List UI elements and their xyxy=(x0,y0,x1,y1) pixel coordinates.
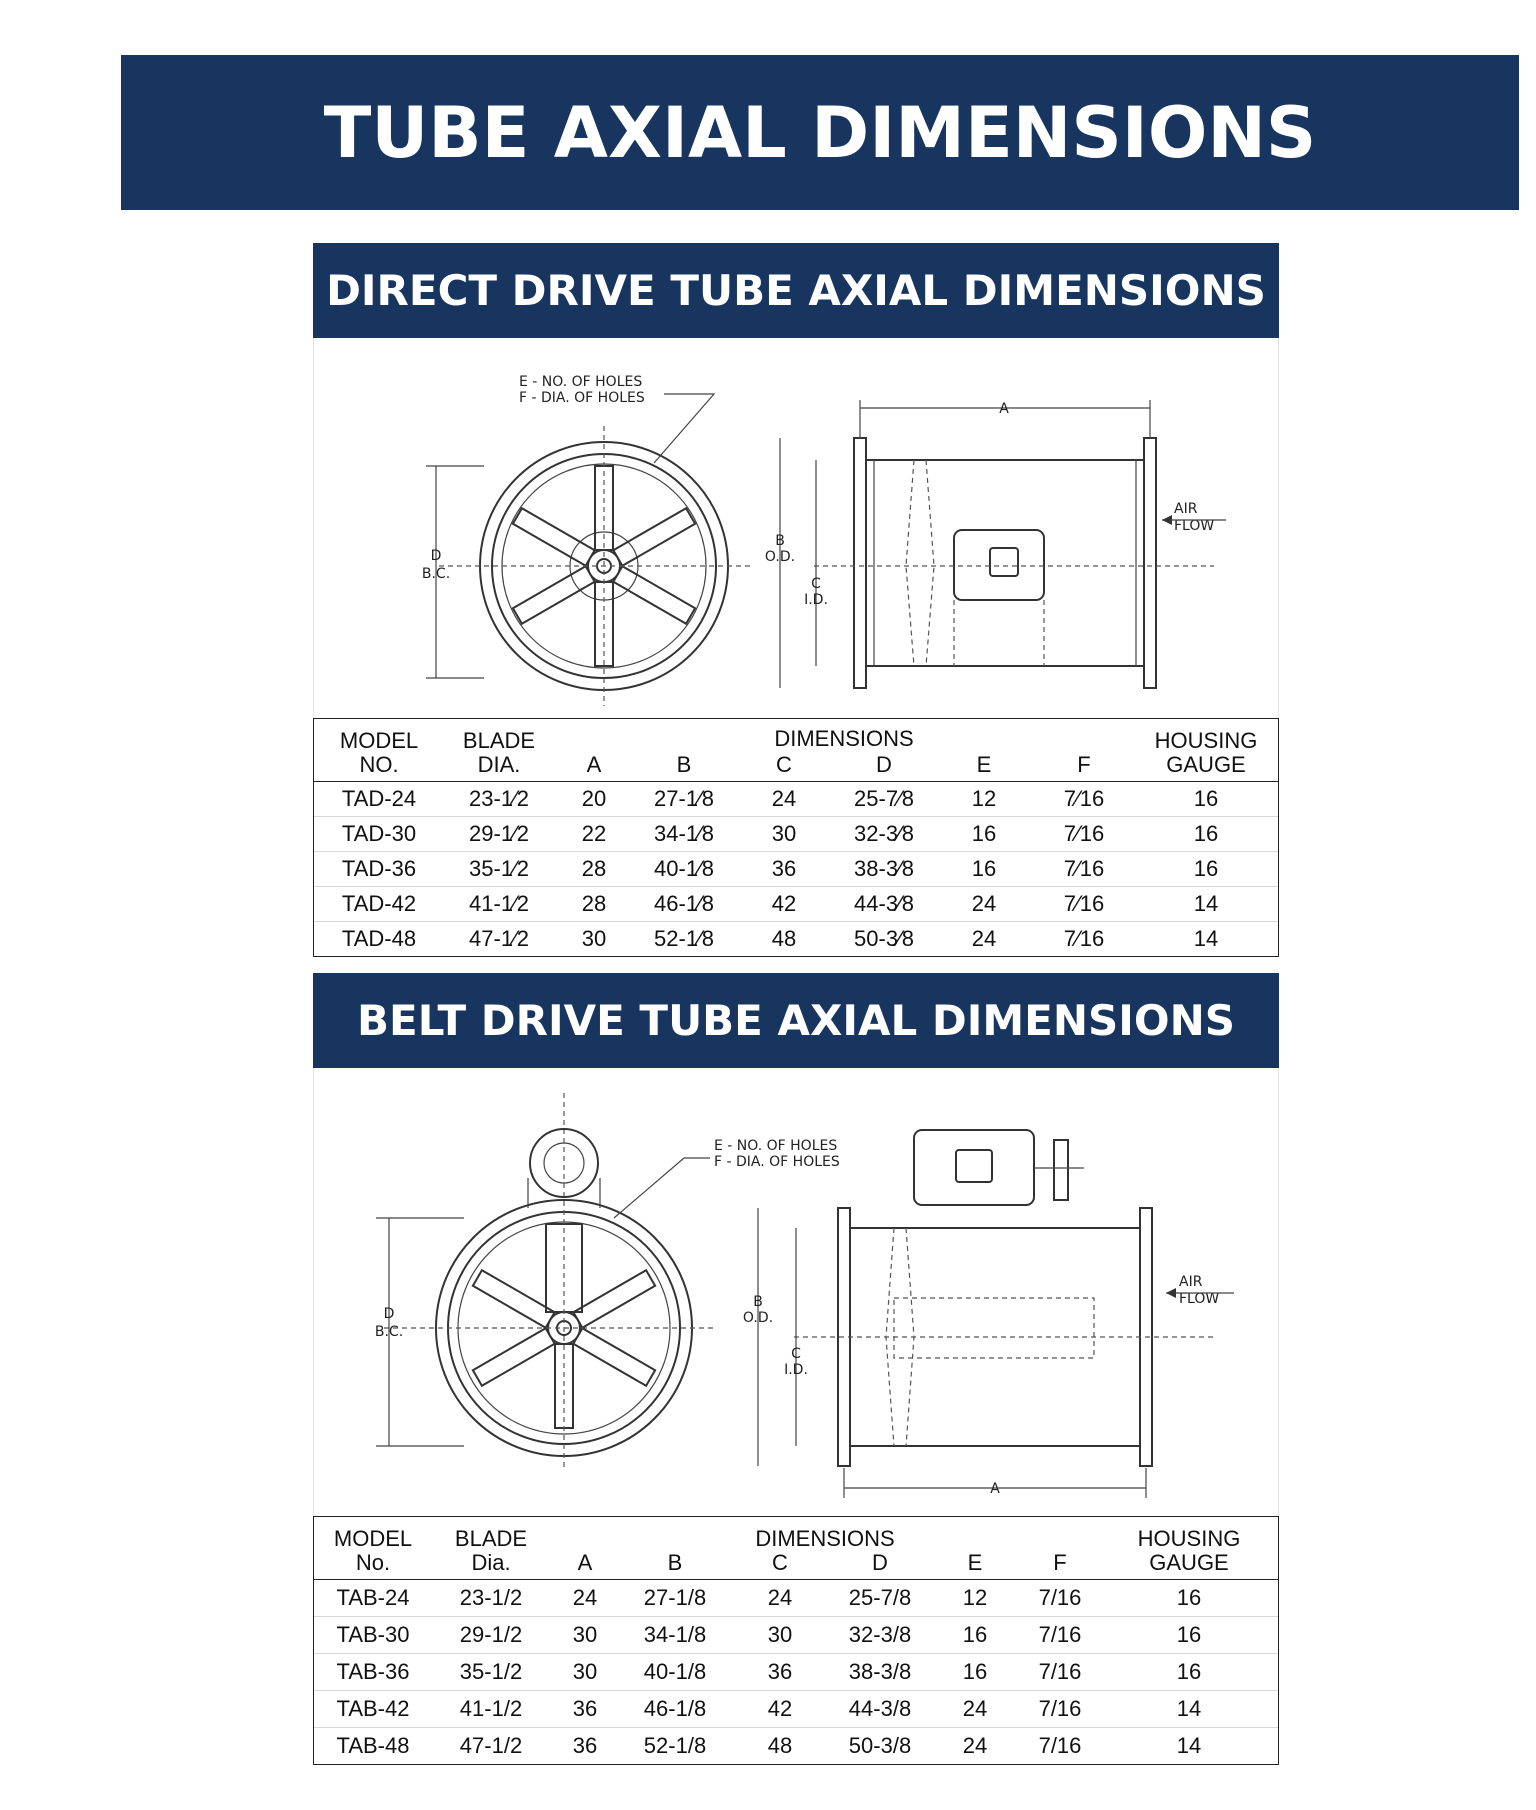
belt-table-cell: 16 xyxy=(1100,1580,1278,1617)
belt-table-cell: 30 xyxy=(730,1617,830,1654)
direct-col-f: F xyxy=(1077,752,1091,777)
direct-table-cell: 14 xyxy=(1193,926,1219,951)
direct-drive-table xyxy=(313,718,1279,957)
direct-b-label: B xyxy=(775,533,785,549)
direct-table-cell: 7⁄16 xyxy=(1034,852,1134,887)
belt-table-cell: 34-1/8 xyxy=(620,1617,730,1654)
belt-model-subheader: No. xyxy=(355,1550,391,1575)
belt-table-cell: 24 xyxy=(550,1580,620,1617)
belt-table-cell: 25-7/8 xyxy=(830,1580,930,1617)
direct-table-cell: 24 xyxy=(934,887,1034,922)
belt-model-header: MODEL xyxy=(333,1526,413,1551)
direct-table-cell: 36 xyxy=(734,852,834,887)
direct-model-subheader: NO. xyxy=(359,752,399,777)
belt-table-cell: TAB-42 xyxy=(314,1691,432,1728)
direct-table-cell: TAD-36 xyxy=(314,852,444,887)
direct-table-cell: 25-7⁄8 xyxy=(834,782,934,817)
direct-table-cell: 48 xyxy=(771,926,797,951)
belt-table-cell: 30 xyxy=(550,1617,620,1654)
belt-table-cell: 14 xyxy=(1176,1733,1202,1758)
direct-drive-drawing xyxy=(313,338,1279,718)
belt-table-cell: 16 xyxy=(1100,1617,1278,1654)
belt-table-cell: 36 xyxy=(730,1654,830,1691)
table-row xyxy=(314,1580,1278,1617)
belt-drive-table xyxy=(313,1516,1279,1765)
table-row xyxy=(314,782,1278,817)
table-row xyxy=(314,887,1278,922)
belt-c-label: C xyxy=(791,1346,801,1362)
direct-drive-diagram xyxy=(314,338,1278,718)
direct-table-cell: 52-1⁄8 xyxy=(654,926,714,951)
page-title: TUBE AXIAL DIMENSIONS xyxy=(323,91,1317,174)
direct-table-cell: 50-3⁄8 xyxy=(854,926,914,951)
direct-table-cell: 28 xyxy=(554,887,634,922)
direct-table-cell: 30 xyxy=(581,926,607,951)
direct-d-sublabel: B.C. xyxy=(421,566,451,582)
direct-drive-title: DIRECT DRIVE TUBE AXIAL DIMENSIONS xyxy=(326,266,1266,315)
direct-table-cell: 29-1⁄2 xyxy=(444,817,554,852)
belt-table-cell: 35-1/2 xyxy=(432,1654,550,1691)
belt-housing-header: HOUSING xyxy=(1137,1526,1241,1551)
belt-table-cell: 24 xyxy=(962,1733,988,1758)
direct-a-label: A xyxy=(999,401,1009,417)
table-row xyxy=(314,852,1278,887)
direct-dimensions-header: DIMENSIONS xyxy=(774,726,914,751)
direct-table-cell: TAD-30 xyxy=(314,817,444,852)
direct-table-cell: 34-1⁄8 xyxy=(634,817,734,852)
direct-drive-header xyxy=(313,243,1279,338)
direct-table-cell: 30 xyxy=(734,817,834,852)
direct-table-cell: 16 xyxy=(934,852,1034,887)
belt-b-sublabel: O.D. xyxy=(742,1310,774,1326)
belt-col-c: C xyxy=(772,1550,788,1575)
direct-table-cell: 28 xyxy=(554,852,634,887)
belt-drive-drawing xyxy=(313,1068,1279,1516)
belt-col-f: F xyxy=(1053,1550,1067,1575)
belt-table-cell: 50-3/8 xyxy=(848,1733,912,1758)
direct-table-cell: 16 xyxy=(934,817,1034,852)
direct-table-cell: 41-1⁄2 xyxy=(444,887,554,922)
direct-table-cell: 7⁄16 xyxy=(1034,782,1134,817)
belt-a-label: A xyxy=(990,1481,1000,1497)
direct-c-sublabel: I.D. xyxy=(804,592,828,608)
belt-table-cell: 16 xyxy=(930,1654,1020,1691)
direct-d-label: D xyxy=(430,548,442,564)
direct-table-cell: 16 xyxy=(1134,782,1278,817)
direct-holes-e-label: E - NO. OF HOLES xyxy=(519,374,643,390)
belt-col-a: A xyxy=(577,1550,593,1575)
belt-housing-subheader: GAUGE xyxy=(1149,1550,1229,1575)
direct-model-header: MODEL xyxy=(339,728,419,753)
belt-table-cell: 14 xyxy=(1100,1691,1278,1728)
belt-table-cell: 24 xyxy=(730,1580,830,1617)
belt-table-cell: 40-1/8 xyxy=(620,1654,730,1691)
direct-blade-header: BLADE xyxy=(462,728,536,753)
direct-table-cell: 20 xyxy=(554,782,634,817)
direct-table-cell: 16 xyxy=(1134,817,1278,852)
belt-table-cell: 7/16 xyxy=(1020,1654,1100,1691)
direct-table-body xyxy=(314,782,1278,957)
belt-table-cell: 38-3/8 xyxy=(830,1654,930,1691)
table-row xyxy=(314,1654,1278,1691)
belt-d-label: D xyxy=(383,1306,395,1322)
belt-b-label: B xyxy=(753,1294,763,1310)
direct-table-cell: 7⁄16 xyxy=(1034,817,1134,852)
direct-air-label: AIR xyxy=(1174,501,1198,517)
belt-table-cell: 36 xyxy=(572,1733,598,1758)
belt-holes-f-label: F - DIA. OF HOLES xyxy=(714,1154,840,1170)
belt-holes-e-label: E - NO. OF HOLES xyxy=(714,1138,838,1154)
direct-table-cell: 24 xyxy=(734,782,834,817)
direct-table-cell: 44-3⁄8 xyxy=(834,887,934,922)
direct-table-cell: 23-1⁄2 xyxy=(444,782,554,817)
direct-table-cell: 40-1⁄8 xyxy=(634,852,734,887)
belt-table-cell: 48 xyxy=(767,1733,793,1758)
belt-d-sublabel: B.C. xyxy=(374,1324,404,1340)
direct-housing-header: HOUSING xyxy=(1154,728,1258,753)
belt-drive-section xyxy=(313,973,1279,1765)
direct-col-b: B xyxy=(676,752,692,777)
table-row xyxy=(314,1617,1278,1654)
direct-c-label: C xyxy=(811,576,821,592)
belt-table-cell: 47-1/2 xyxy=(459,1733,523,1758)
belt-col-d: D xyxy=(872,1550,888,1575)
belt-table-cell: TAB-24 xyxy=(314,1580,432,1617)
direct-table-cell: 32-3⁄8 xyxy=(834,817,934,852)
direct-blade-subheader: DIA. xyxy=(477,752,521,777)
page-title-banner xyxy=(121,55,1519,210)
direct-table-cell: TAD-24 xyxy=(314,782,444,817)
belt-table-cell: 16 xyxy=(930,1617,1020,1654)
belt-c-sublabel: I.D. xyxy=(784,1362,808,1378)
direct-table-cell: 42 xyxy=(734,887,834,922)
belt-drive-diagram xyxy=(314,1068,1278,1516)
direct-drive-section xyxy=(313,243,1279,957)
belt-col-e: E xyxy=(967,1550,983,1575)
belt-table-cell: 23-1/2 xyxy=(432,1580,550,1617)
belt-table-cell: 29-1/2 xyxy=(432,1617,550,1654)
belt-blade-subheader: Dia. xyxy=(471,1550,511,1575)
belt-table-cell: 42 xyxy=(730,1691,830,1728)
belt-table-cell: 36 xyxy=(550,1691,620,1728)
direct-table-cell: 24 xyxy=(971,926,997,951)
belt-table-cell: 30 xyxy=(550,1654,620,1691)
belt-drive-title: BELT DRIVE TUBE AXIAL DIMENSIONS xyxy=(356,996,1236,1045)
belt-table-cell: 7/16 xyxy=(1038,1733,1082,1758)
belt-blade-header: BLADE xyxy=(454,1526,528,1551)
belt-table-cell: TAB-30 xyxy=(314,1617,432,1654)
direct-table-cell: TAD-48 xyxy=(341,926,417,951)
direct-b-sublabel: O.D. xyxy=(764,549,796,565)
direct-col-e: E xyxy=(976,752,992,777)
belt-table-cell: TAB-48 xyxy=(336,1733,410,1758)
belt-table-cell: 32-3/8 xyxy=(830,1617,930,1654)
direct-col-a: A xyxy=(586,752,602,777)
belt-table-body xyxy=(314,1580,1278,1765)
direct-table-cell: 7⁄16 xyxy=(1034,887,1134,922)
table-row xyxy=(314,817,1278,852)
belt-table-cell: 27-1/8 xyxy=(620,1580,730,1617)
table-row xyxy=(314,922,1278,957)
belt-table-cell: 7/16 xyxy=(1020,1617,1100,1654)
direct-table-cell: 46-1⁄8 xyxy=(634,887,734,922)
belt-air-label: AIR xyxy=(1179,1274,1203,1290)
table-row xyxy=(314,1691,1278,1728)
direct-housing-subheader: GAUGE xyxy=(1166,752,1246,777)
belt-table-cell: 44-3/8 xyxy=(830,1691,930,1728)
direct-table-cell: TAD-42 xyxy=(314,887,444,922)
belt-drive-header xyxy=(313,973,1279,1068)
belt-table-cell: 16 xyxy=(1100,1654,1278,1691)
belt-table-cell: 52-1/8 xyxy=(643,1733,707,1758)
direct-flow-label: FLOW xyxy=(1174,518,1215,534)
belt-col-b: B xyxy=(667,1550,683,1575)
belt-table-cell: 12 xyxy=(930,1580,1020,1617)
direct-table-cell: 47-1⁄2 xyxy=(469,926,529,951)
belt-table-cell: 7/16 xyxy=(1020,1580,1100,1617)
belt-dimensions-header: DIMENSIONS xyxy=(755,1526,895,1551)
direct-holes-f-label: F - DIA. OF HOLES xyxy=(519,390,645,406)
direct-col-c: C xyxy=(776,752,792,777)
direct-table-cell: 35-1⁄2 xyxy=(444,852,554,887)
direct-table-cell: 16 xyxy=(1134,852,1278,887)
direct-table-cell: 14 xyxy=(1134,887,1278,922)
belt-flow-label: FLOW xyxy=(1179,1291,1220,1307)
belt-table-cell: 24 xyxy=(930,1691,1020,1728)
belt-table-cell: TAB-36 xyxy=(314,1654,432,1691)
direct-table-cell: 27-1⁄8 xyxy=(634,782,734,817)
direct-table-cell: 22 xyxy=(554,817,634,852)
table-row xyxy=(314,1728,1278,1765)
direct-table-cell: 38-3⁄8 xyxy=(834,852,934,887)
direct-table-cell: 7⁄16 xyxy=(1063,926,1105,951)
belt-table-cell: 41-1/2 xyxy=(432,1691,550,1728)
belt-table-cell: 7/16 xyxy=(1020,1691,1100,1728)
belt-table-cell: 46-1/8 xyxy=(620,1691,730,1728)
direct-col-d: D xyxy=(876,752,892,777)
direct-table-cell: 12 xyxy=(934,782,1034,817)
